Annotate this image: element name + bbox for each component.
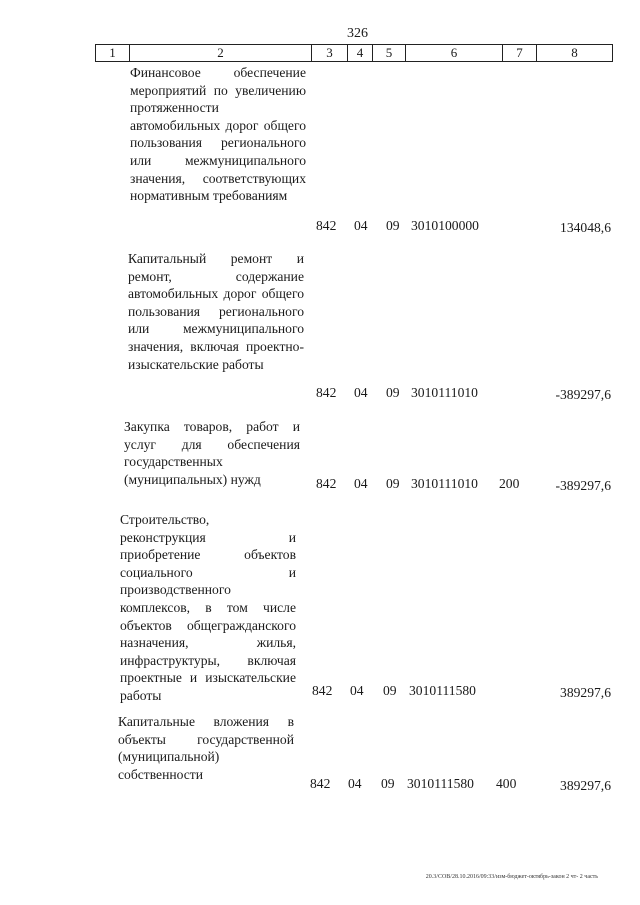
row-target-article: 3010111010 — [411, 385, 478, 400]
row-section: 04 — [354, 476, 368, 491]
row-amount: 389297,6 — [560, 778, 611, 793]
row-amount: 389297,6 — [560, 685, 611, 700]
row-expense-type: 400 — [496, 776, 517, 791]
row-subsection: 09 — [386, 385, 400, 400]
header-col-8: 8 — [536, 45, 612, 61]
row-expense-type: 200 — [499, 476, 520, 491]
header-col-2: 2 — [129, 45, 311, 61]
row-ministry: 842 — [316, 218, 337, 233]
row-subsection: 09 — [383, 683, 397, 698]
row-ministry: 842 — [316, 385, 337, 400]
footer-file-stamp: 20.3/СОВ/28.10.2016/09:33/изм-бюджет-октябрь-закон 2 чт- 2 часть — [425, 874, 598, 880]
page-number: 326 — [347, 26, 368, 41]
row-name: Финансовое обеспечение мероприятий по увеличению протяженности автомобильных дорог общего пользования регионального или межмуниципального значения, соответствующих нормативным требованиям — [130, 65, 306, 204]
row-name: Капитальные вложения в объекты государственной (муниципальной) собственности — [118, 714, 294, 782]
row-ministry: 842 — [312, 683, 333, 698]
header-col-6: 6 — [405, 45, 502, 61]
row-section: 04 — [348, 776, 362, 791]
table-header-row — [95, 44, 613, 62]
row-target-article: 3010111010 — [411, 476, 478, 491]
row-subsection: 09 — [386, 476, 400, 491]
header-col-5: 5 — [372, 45, 405, 61]
header-col-7: 7 — [502, 45, 536, 61]
row-target-article: 3010111580 — [409, 683, 476, 698]
header-col-1: 1 — [109, 45, 116, 60]
row-amount: -389297,6 — [555, 478, 611, 493]
row-target-article: 3010100000 — [411, 218, 479, 233]
row-amount: 134048,6 — [560, 220, 611, 235]
header-col-4: 4 — [347, 45, 372, 61]
row-name: Строительство, реконструкция и приобретение объектов социального и производственного комплексов, в том числе объектов общегражданского назначения, жилья, инфраструктуры, включая проектные и изыскательские работы — [120, 512, 296, 703]
row-name: Закупка товаров, работ и услуг для обеспечения государственных (муниципальных) нужд — [124, 419, 300, 487]
row-subsection: 09 — [381, 776, 395, 791]
row-section: 04 — [354, 218, 368, 233]
row-ministry: 842 — [310, 776, 331, 791]
row-ministry: 842 — [316, 476, 337, 491]
row-subsection: 09 — [386, 218, 400, 233]
row-section: 04 — [354, 385, 368, 400]
header-col-3: 3 — [311, 45, 347, 61]
row-name: Капитальный ремонт и ремонт, содержание автомобильных дорог общего пользования регионального или межмуниципального значения, включая проектно-изыскательские работы — [128, 251, 304, 372]
row-section: 04 — [350, 683, 364, 698]
row-target-article: 3010111580 — [407, 776, 474, 791]
row-amount: -389297,6 — [555, 387, 611, 402]
